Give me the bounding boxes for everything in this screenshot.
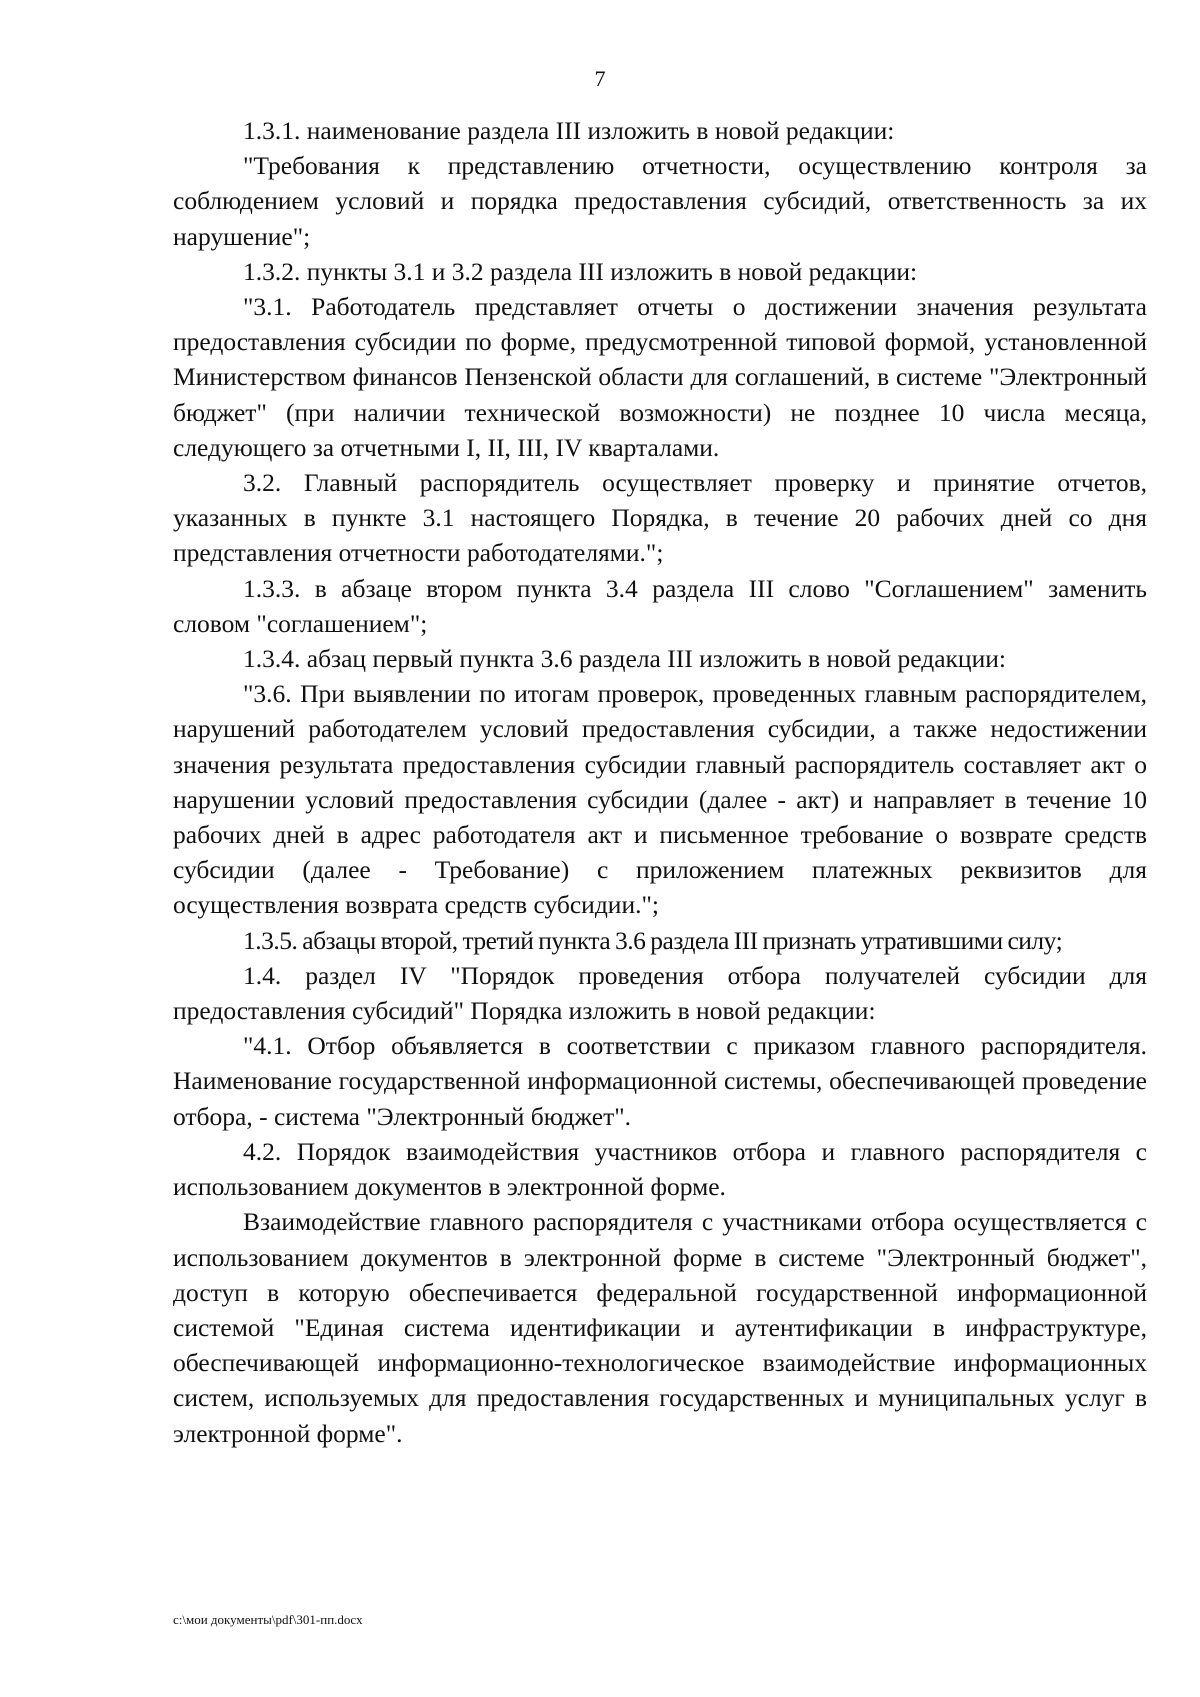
paragraph-4-2: 4.2. Порядок взаимодействия участников отбора и главного распорядителя с использованием документов в электронной форме. bbox=[173, 1136, 1147, 1202]
paragraph-1-4: 1.4. раздел IV "Порядок проведения отбора получателей субсидии для предоставления субсидий" Порядка изложить в новой редакции: bbox=[173, 960, 1147, 1026]
paragraph-4-1: "4.1. Отбор объявляется в соответствии с приказом главного распорядителя. Наименование государственной информационной системы, обеспечивающей проведение отбора, - система "Электронный бюджет". bbox=[173, 1031, 1147, 1131]
document-body bbox=[173, 113, 1147, 1451]
paragraph-1-3-3: 1.3.3. в абзаце втором пункта 3.4 раздела III слово "Соглашением" заменить словом "соглашением"; bbox=[173, 573, 1147, 638]
paragraph-1-3-2: 1.3.2. пункты 3.1 и 3.2 раздела III изложить в новой редакции: bbox=[243, 256, 918, 286]
page-number: 7 bbox=[594, 66, 606, 91]
paragraph-section-iii-title: "Требования к представлению отчетности, осуществлению контроля за соблюдением условий и порядка предоставления субсидий, ответственность за их нарушение"; bbox=[173, 151, 1147, 251]
paragraph-1-3-5: 1.3.5. абзацы второй, третий пункта 3.6 раздела III признать утратившими силу; bbox=[243, 925, 1063, 955]
paragraph-3-6: "3.6. При выявлении по итогам проверок, проведенных главным распорядителем, нарушений работодателем условий предоставления субсидии, а также недостижении значения результата предоставления субсидии главный распорядитель составляет акт о нарушении условий предоставления субсидии (далее - акт) и направляет в течение 10 рабочих дней в адрес работодателя акт и письменное требование о возврате средств субсидии (далее - Требование) с приложением платежных реквизитов для осуществления возврата средств субсидии."; bbox=[173, 679, 1147, 920]
file-path-footer: c:\мои документы\pdf\301-пп.docx bbox=[173, 1612, 363, 1627]
paragraph-3-1: "3.1. Работодатель представляет отчеты о достижении значения результата предоставления субсидии по форме, предусмотренной типовой формой, установленной Министерством финансов Пензенской области для соглашений, в системе "Электронный бюджет" (при наличии технической возможности) не позднее 10 числа месяца, следующего за отчетными I, II, III, IV кварталами. bbox=[173, 292, 1147, 462]
paragraph-3-2: 3.2. Главный распорядитель осуществляет проверку и принятие отчетов, указанных в пункте 3.1 настоящего Порядка, в течение 20 рабочих дней со дня представления отчетности работодателями."; bbox=[173, 468, 1147, 568]
paragraph-1-3-1: 1.3.1. наименование раздела III изложить в новой редакции: bbox=[243, 116, 895, 145]
paragraph-1-3-4: 1.3.4. абзац первый пункта 3.6 раздела III изложить в новой редакции: bbox=[243, 644, 1006, 674]
paragraph-interaction: Взаимодействие главного распорядителя с участниками отбора осуществляется с использованием документов в электронной форме в системе "Электронный бюджет", доступ в которую обеспечивается федеральной государственной информационной системой "Единая система идентификации и аутентификации в инфраструктуре, обеспечивающей информационно-технологическое взаимодействие информационных систем, используемых для предоставления государственных и муниципальных услуг в электронной форме". bbox=[173, 1207, 1147, 1448]
